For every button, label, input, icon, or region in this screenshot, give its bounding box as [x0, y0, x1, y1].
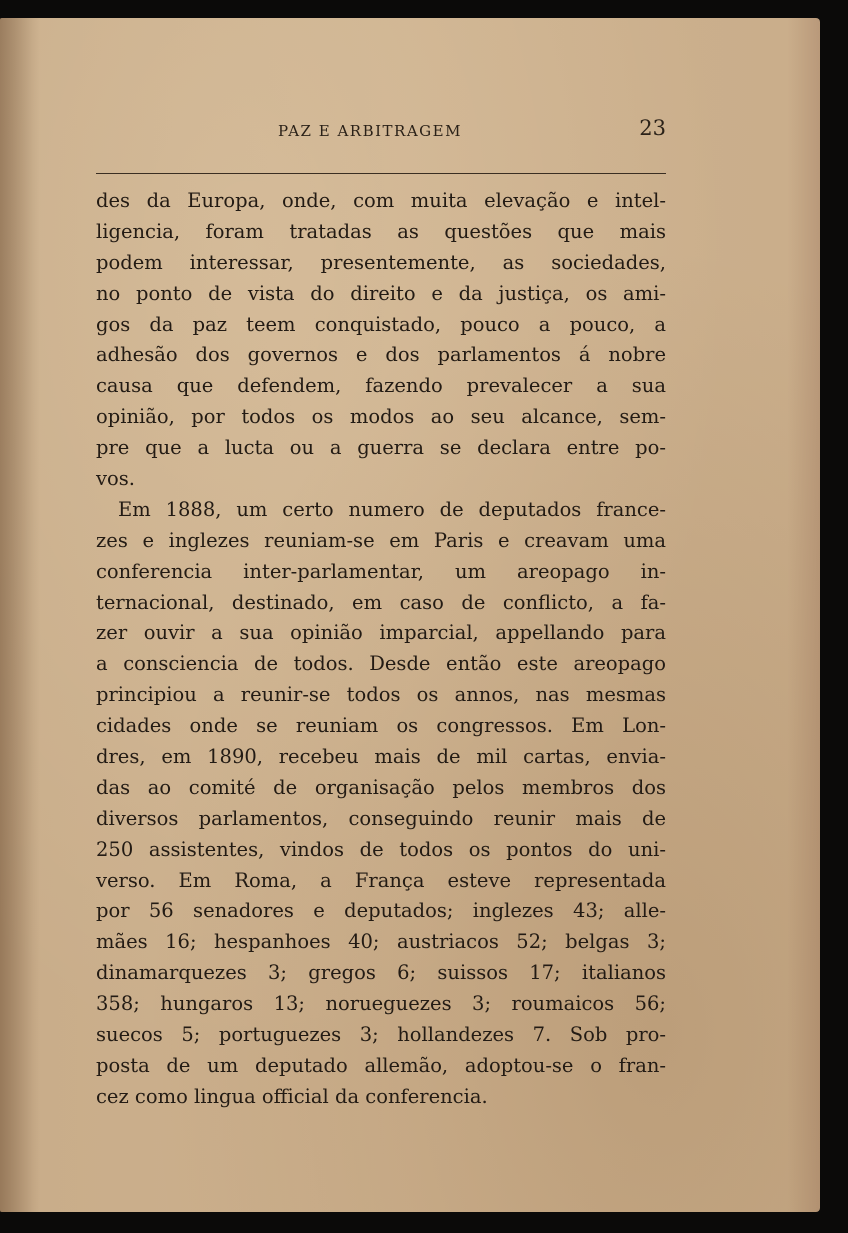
text-line: das ao comité de organisação pelos membros dos	[96, 775, 666, 799]
text-line: posta de um deputado allemão, adoptou-se o fran-	[96, 1053, 666, 1077]
text-line: zer ouvir a sua opinião imparcial, appellando para	[96, 621, 666, 645]
text-line: ligencia, foram tratadas as questões que mais	[96, 219, 666, 243]
text-line: verso. Em Roma, a França esteve representada	[96, 868, 666, 892]
text-line: des da Europa, onde, com muita elevação e intel-	[96, 189, 666, 212]
text-line: suecos 5; portuguezes 3; hollandezes 7. Sob pro-	[96, 1023, 666, 1047]
text-line: vos.	[96, 467, 135, 491]
text-line: adhesão dos governos e dos parlamentos á nobre	[96, 343, 666, 367]
text-line: conferencia inter-parlamentar, um areopago in-	[96, 559, 666, 583]
text-line: principiou a reunir-se todos os annos, nas mesmas	[96, 683, 666, 707]
text-line: Em 1888, um certo numero de deputados france-	[118, 497, 666, 521]
text-line: cidades onde se reuniam os congressos. Em Lon-	[96, 714, 666, 738]
body-text	[96, 186, 666, 1113]
running-title: PAZ E ARBITRAGEM	[278, 122, 462, 140]
text-line: cez como lingua official da conferencia.	[96, 1084, 488, 1108]
text-line: a consciencia de todos. Desde então este areopago	[96, 652, 666, 676]
text-line: 358; hungaros 13; norueguezes 3; roumaicos 56;	[96, 992, 666, 1016]
text-line: opinião, por todos os modos ao seu alcance, sem-	[96, 405, 666, 429]
running-head	[96, 116, 666, 152]
text-line: ternacional, destinado, em caso de conflicto, a fa-	[96, 590, 666, 614]
text-line: diversos parlamentos, conseguindo reunir mais de	[96, 806, 666, 830]
text-line: dres, em 1890, recebeu mais de mil cartas, envia-	[96, 745, 666, 769]
page-number: 23	[639, 116, 666, 140]
text-line: 250 assistentes, vindos de todos os pontos do uni-	[96, 837, 666, 861]
text-line: mães 16; hespanhoes 40; austriacos 52; belgas 3;	[96, 930, 666, 954]
text-line: pre que a lucta ou a guerra se declara entre po-	[96, 436, 666, 460]
text-line: causa que defendem, fazendo prevalecer a sua	[96, 374, 666, 398]
page-gutter-shadow	[0, 18, 40, 1212]
text-line: dinamarquezes 3; gregos 6; suissos 17; italianos	[96, 961, 666, 985]
text-line: zes e inglezes reuniam-se em Paris e creavam uma	[96, 528, 666, 552]
text-line: no ponto de vista do direito e da justiça, os ami-	[96, 281, 666, 305]
text-line: por 56 senadores e deputados; inglezes 43; alle-	[96, 899, 666, 923]
book-page	[0, 18, 820, 1212]
text-line: gos da paz teem conquistado, pouco a pouco, a	[96, 312, 666, 336]
header-rule	[96, 173, 666, 174]
text-line: podem interessar, presentemente, as sociedades,	[96, 250, 666, 274]
